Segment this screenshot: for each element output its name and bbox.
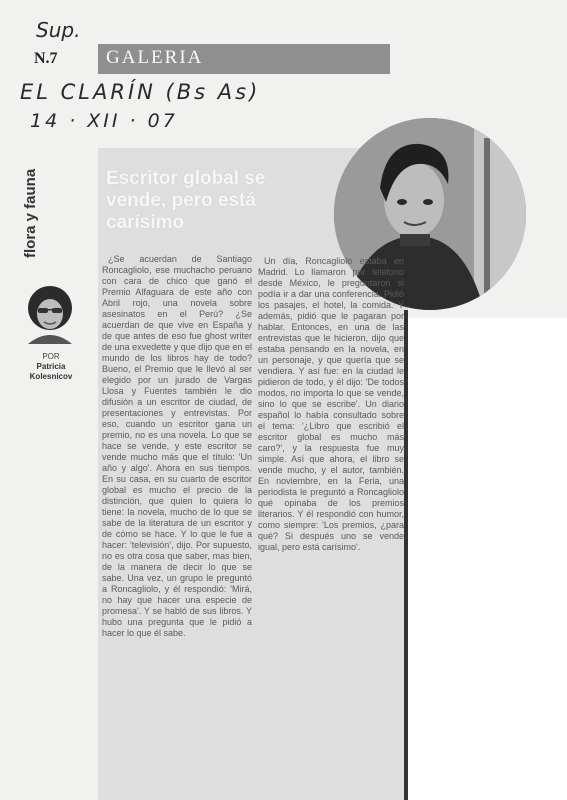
section-number: N.7: [34, 50, 58, 67]
handwritten-newspaper-name: EL CLARÍN (Bs As): [20, 80, 261, 104]
author-first-name: Patricia: [36, 362, 66, 371]
author-photo: [22, 282, 78, 344]
article-headline: Escritor global se vende, pero está carísimo: [106, 168, 266, 233]
article-right-text: Un día, Roncagliolo estaba en Madrid. Lo llamaron por teléfono desde México, le preguntaron si podía ir a dar una conferencia. Pidió los pasajes, el hotel, la comida. Y además, pidió que le pagaran por hablar. Entonces, en una de las entrevistas que le hicieron, dijo que estaba pensando en la novela, en un personaje, y que quería que se vendiera. Y así fue: en la ciudad le pidieron de todo, y él dijo: 'De todos modos, no importa lo que se vende, sino lo que se escribe'. Un diario español lo había consultado sobre el tema: '¿Libro que escribió el escritor global es mucho más caro?', y la respuesta fue muy simple. Así que ahora, el libro se vende mucho, y el autor, también. En noviembre, en la Feria, una periodista le preguntó a Roncagliolo qué opinaba de los premios literarios. Y él respondió con humor, como siempre: 'Los premios, ¿para qué? Si después uno se vende igual, pero está carísimo'.: [258, 256, 404, 552]
handwritten-date: 14 · XII · 07: [30, 110, 178, 132]
byline: [18, 352, 84, 382]
clipping-edge-shadow: [404, 310, 408, 800]
section-name: GALERIA: [106, 47, 204, 68]
author-last-name: Kolesnicov: [29, 372, 73, 381]
article-left-text: ¿Se acuerdan de Santiago Roncagliolo, ese muchacho peruano con cara de chico que ganó el Premio Alfaguara de este año con Abril rojo, una novela sobre asesinatos en el Perú? ¿Se acuerdan de que vive en España y de que antes de eso fue ghost writer de una exvedette y que dijo que en el mundo de los libros hay de todo? Bueno, el Premio que le llevó al ser elegido por un jurado de Vargas Llosa y Fuentes también le dio difusión a un escritor de ciudad, de presentaciones y entrevistas. Por eso, cuando un escritor gana un premio, no es una novela. Lo que se hace se vende, y este escritor se vende mucho más que el título: 'Un año y algo'. Ahora en sus tiempos. En su casa, en su cuarto de escritor global es mucho el precio de la distinción, que quien lo quiera lo tiene: la novela, mucho de lo que se sabe de la literatura de un escritor y de cómo se hace. Y lo que le fue a hacer: 'televisión', dijo. Por supuesto, no es otra cosa que saber, mas bien, de la manera de decir lo que se sabe. Una vez, un grupo le preguntó a Roncagliolo, y él respondió: 'Mirá, no hay que hacer una especie de promesa'. Y se habló de sus libros. Y hubo una pregunta que le pidió a hacer lo que él sabe.: [102, 254, 252, 638]
handwritten-section-mark: Sup.: [36, 18, 81, 42]
byline-prefix: POR: [42, 352, 60, 361]
column-name: flora y fauna: [22, 168, 39, 258]
article-column-right: [258, 256, 404, 553]
article-column-left: [102, 254, 252, 639]
blank-page-area: [408, 318, 567, 800]
